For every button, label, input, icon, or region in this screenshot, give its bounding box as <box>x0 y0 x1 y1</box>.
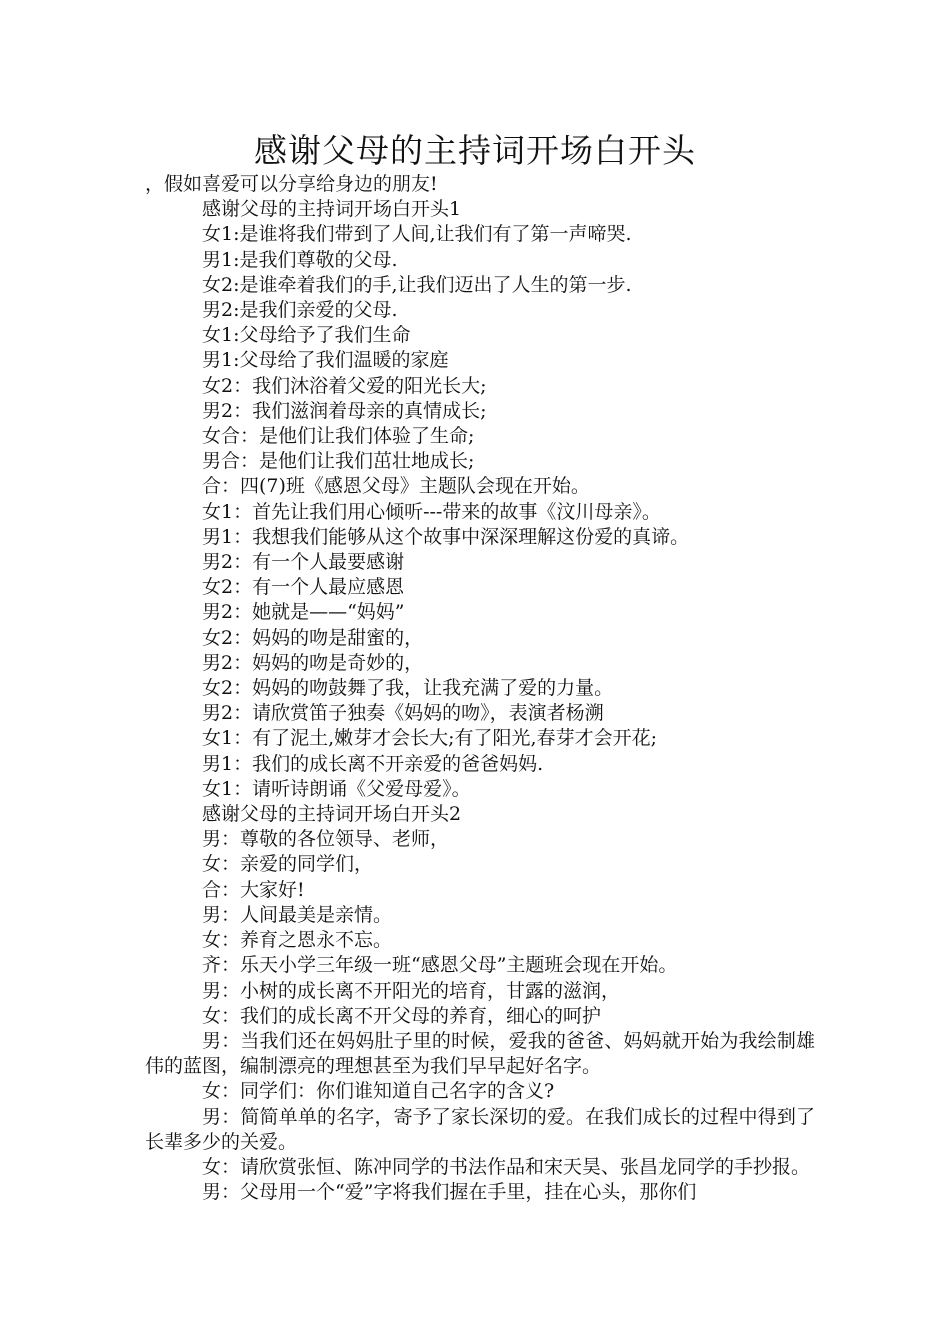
document-title: 感谢父母的主持词开场白开头 <box>254 131 696 170</box>
body-paragraph: 感谢父母的主持词开场白开头2 <box>202 803 462 826</box>
body-paragraph: 女1：首先让我们用心倾听---带来的故事《汶川母亲》。 <box>202 500 661 523</box>
body-paragraph: 男1:是我们尊敬的父母. <box>202 248 398 271</box>
body-paragraph: 女1：有了泥土,嫩芽才会长大;有了阳光,春芽才会开花; <box>202 727 657 750</box>
body-paragraph: 合：四(7)班《感恩父母》主题队会现在开始。 <box>202 475 590 498</box>
body-paragraph: 男：当我们还在妈妈肚子里的时候，爱我的爸爸、妈妈就开始为我绘制雄伟的蓝图，编制漂亮的理想甚至为我们早早起好名字。 <box>145 1029 815 1078</box>
body-paragraph: 男2:是我们亲爱的父母. <box>202 299 398 322</box>
body-paragraph: 女：我们的成长离不开父母的养育，细心的呵护 <box>202 1004 602 1027</box>
body-paragraph: 男1：我想我们能够从这个故事中深深理解这份爱的真谛。 <box>202 525 690 548</box>
body-paragraph: 女1:是谁将我们带到了人间,让我们有了第一声啼哭. <box>202 223 632 246</box>
body-paragraph: 男2：我们滋润着母亲的真情成长; <box>202 399 487 422</box>
body-paragraph: 男1:父母给了我们温暖的家庭 <box>202 349 449 372</box>
body-paragraph: 女2：我们沐浴着父爱的阳光长大; <box>202 374 487 397</box>
body-paragraph: 女2：有一个人最应感恩 <box>202 576 405 599</box>
body-paragraph: 女合：是他们让我们体验了生命; <box>202 425 475 448</box>
intro-paragraph: ，假如喜爱可以分享给身边的朋友! <box>145 173 438 195</box>
paragraph-list <box>145 197 815 1205</box>
body-paragraph: 男1：我们的成长离不开亲爱的爸爸妈妈. <box>202 752 544 775</box>
body-paragraph: 女：同学们：你们谁知道自己名字的含义? <box>202 1080 555 1103</box>
body-paragraph: 男2：她就是——“妈妈” <box>202 601 405 624</box>
body-paragraph: 女：养育之恩永不忘。 <box>202 929 393 952</box>
body-paragraph: 男：父母用一个“爱”字将我们握在手里，挂在心头，那你们 <box>202 1181 697 1204</box>
body-paragraph: 女：亲爱的同学们， <box>202 853 374 876</box>
body-paragraph: 女1：请听诗朗诵《父爱母爱》。 <box>202 777 471 800</box>
body-paragraph: 女：请欣赏张恒、陈冲同学的书法作品和宋天昊、张昌龙同学的手抄报。 <box>202 1155 811 1178</box>
body-paragraph: 男合：是他们让我们茁壮地成长; <box>202 450 475 473</box>
document-body <box>145 172 815 1205</box>
body-paragraph: 感谢父母的主持词开场白开头1 <box>202 198 462 221</box>
body-paragraph: 男：人间最美是亲情。 <box>202 903 393 926</box>
body-paragraph: 齐：乐天小学三年级一班“感恩父母”主题班会现在开始。 <box>202 954 678 977</box>
body-paragraph: 男2：有一个人最要感谢 <box>202 551 405 574</box>
body-paragraph: 女2：妈妈的吻鼓舞了我，让我充满了爱的力量。 <box>202 677 614 700</box>
body-paragraph: 女1:父母给予了我们生命 <box>202 324 411 347</box>
body-paragraph: 合：大家好! <box>202 878 305 901</box>
body-paragraph: 男2：妈妈的吻是奇妙的， <box>202 651 424 674</box>
body-paragraph: 男：尊敬的各位领导、老师， <box>202 828 450 851</box>
body-paragraph: 女2：妈妈的吻是甜蜜的， <box>202 626 424 649</box>
body-paragraph: 男：小树的成长离不开阳光的培育，甘露的滋润， <box>202 979 621 1002</box>
body-paragraph: 女2:是谁牵着我们的手,让我们迈出了人生的第一步. <box>202 273 632 296</box>
body-paragraph: 男2：请欣赏笛子独奏《妈妈的吻》，表演者杨溯 <box>202 702 604 725</box>
body-paragraph: 男：简简单单的名字，寄予了家长深切的爱。在我们成长的过程中得到了长辈多少的关爱。 <box>145 1105 815 1153</box>
